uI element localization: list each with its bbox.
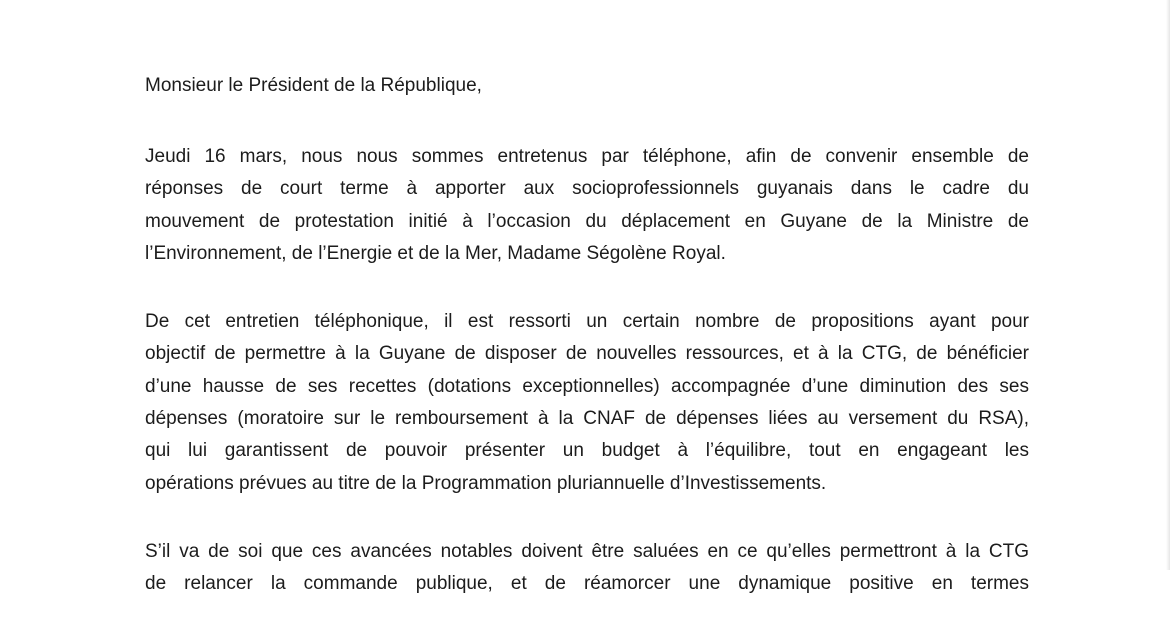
paragraph-line: mouvement de protestation initié à l’occasion du déplacement en Guyane de la Ministre de [145, 210, 1029, 232]
page-edge-shadow [1166, 0, 1170, 570]
paragraph-line: l’Environnement, de l’Energie et de la Mer, Madame Ségolène Royal. [145, 242, 726, 264]
paragraph-line: De cet entretien téléphonique, il est ressorti un certain nombre de propositions ayant pour [145, 311, 1029, 333]
paragraph-line: de relancer la commande publique, et de réamorcer une dynamique positive en termes [145, 573, 1029, 595]
paragraph-advances [145, 536, 1029, 601]
paragraph-line: Jeudi 16 mars, nous nous sommes entretenus par téléphone, afin de convenir ensemble de [145, 146, 1029, 167]
paragraph-phone-call [145, 141, 1029, 270]
paragraph-line: opérations prévues au titre de la Programmation pluriannuelle d’Investissements. [145, 472, 827, 494]
letter-body [145, 70, 1029, 637]
paragraph-proposals [145, 306, 1029, 500]
paragraph-line: réponses de court terme à apporter aux socioprofessionnels guyanais dans le cadre du [145, 178, 1029, 200]
paragraph-line: dépenses (moratoire sur le remboursement à la CNAF de dépenses liées au versement du RSA), [145, 408, 1029, 430]
paragraph-line: objectif de permettre à la Guyane de disposer de nouvelles ressources, et à la CTG, de bénéficier [145, 343, 1029, 365]
paragraph-line: S’il va de soi que ces avancées notables doivent être saluées en ce qu’elles permettront à la CTG [145, 540, 1029, 562]
salutation [145, 70, 1029, 102]
paragraph-line: d’une hausse de ses recettes (dotations exceptionnelles) accompagnée d’une diminution des ses [145, 375, 1029, 397]
paragraph-line: qui lui garantissent de pouvoir présenter un budget à l’équilibre, tout en engageant les [145, 440, 1029, 462]
salutation-text: Monsieur le Président de la République, [145, 75, 482, 96]
